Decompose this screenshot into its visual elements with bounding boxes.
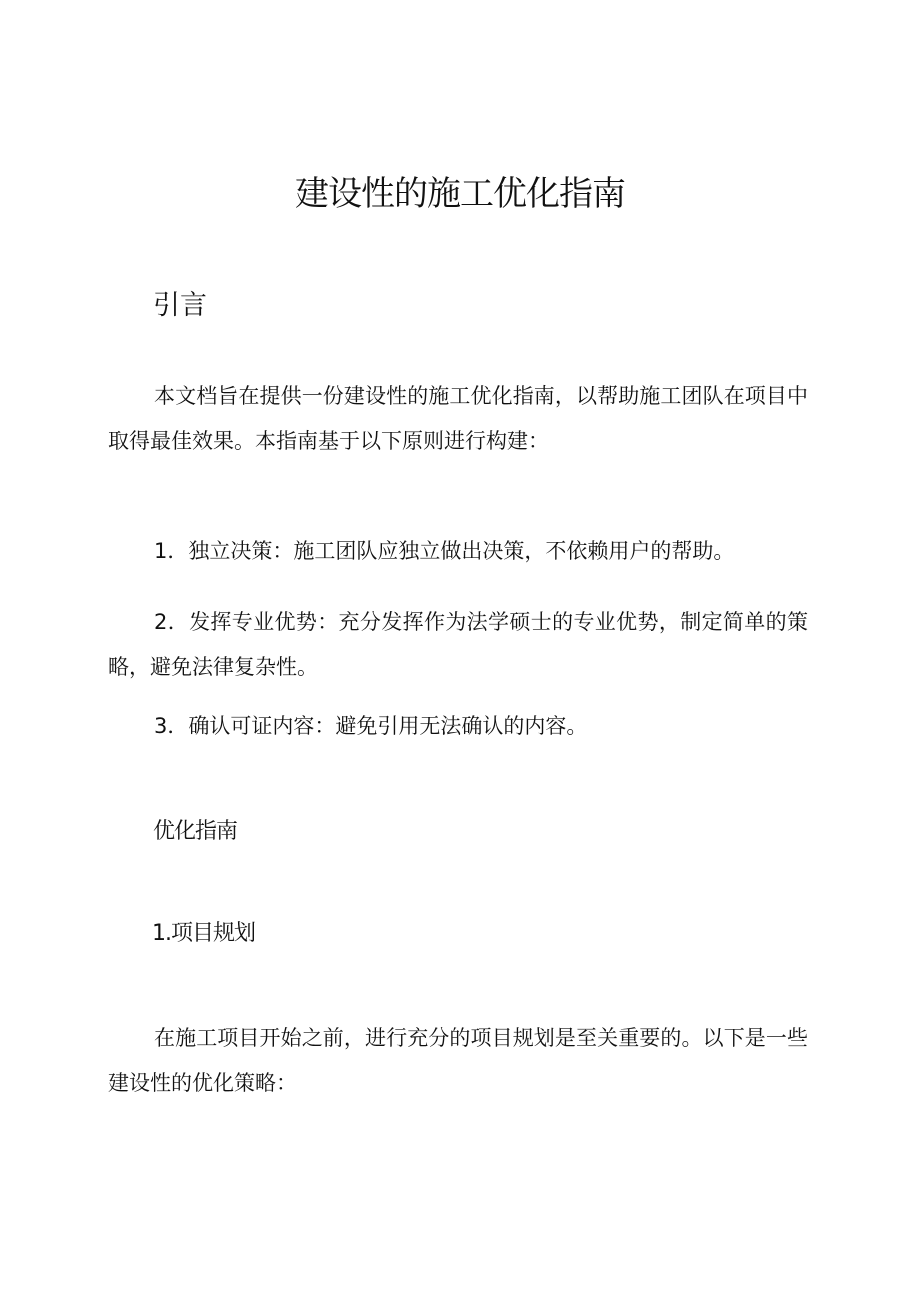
principle-item-1	[108, 529, 808, 574]
principle-number: 1	[154, 539, 168, 563]
principle-item-2	[108, 600, 808, 690]
principle-text: ．确认可证内容：避免引用无法确认的内容。	[167, 714, 588, 738]
document-title: 建设性的施工优化指南	[295, 174, 625, 214]
principle-item-3	[108, 704, 808, 749]
principle-text: ．发挥专业优势：充分发挥作为法学硕士的专业优势，制定简单的策略，避免法律复杂性。	[108, 610, 808, 679]
principle-number: 3	[154, 714, 168, 738]
planning-paragraph: 在施工项目开始之前，进行充分的项目规划是至关重要的。以下是一些建设性的优化策略：	[108, 1026, 808, 1095]
principle-number: 2	[154, 610, 168, 634]
principle-text: ．独立决策：施工团队应独立做出决策，不依赖用户的帮助。	[167, 539, 735, 563]
intro-paragraph: 本文档旨在提供一份建设性的施工优化指南，以帮助施工团队在项目中取得最佳效果。本指南基于以下原则进行构建：	[108, 384, 808, 453]
section-heading-guide: 优化指南	[153, 819, 238, 844]
subsection-heading-planning: 1.项目规划	[152, 921, 255, 946]
section-heading-intro: 引言	[153, 290, 207, 321]
